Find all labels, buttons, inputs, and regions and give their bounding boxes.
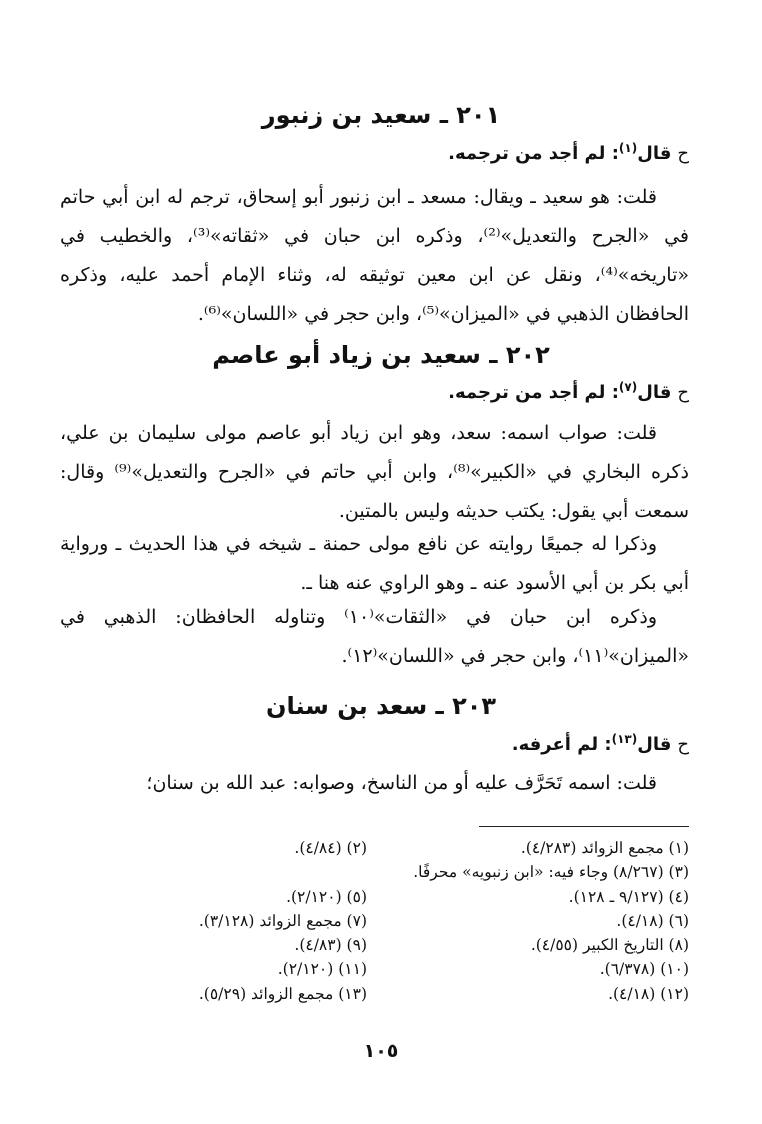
footnote-ref[interactable]: (٧) — [618, 380, 638, 394]
footnote-item: (٥) (٢/١٢٠). — [286, 887, 367, 906]
entry-heading-202: ٢٠٢ ـ سعيد بن زياد أبو عاصم — [212, 341, 550, 369]
footnote-item-empty — [37, 860, 367, 884]
footnote-item: (١٢) (٤/١٨). — [608, 984, 689, 1003]
bullet-icon: ح — [677, 382, 689, 403]
entry-heading-203: ٢٠٣ ـ سعد بن سنان — [265, 692, 497, 720]
footnote-item: (١٣) مجمع الزوائد (٥/٢٩). — [198, 984, 367, 1003]
footnote-ref[interactable]: (١٣) — [611, 732, 638, 746]
footnote-ref[interactable]: (١) — [618, 141, 638, 155]
qaal-line-201 — [60, 142, 689, 166]
entry-paragraph: قلت: اسمه تَحَرَّف عليه أو من الناسخ، وصوابه: عبد الله بن سنان؛ — [146, 772, 657, 794]
footnote-item: (١١) (٢/١٢٠). — [277, 960, 367, 979]
footnote-item: (٧) مجمع الزوائد (٣/١٢٨). — [198, 911, 367, 930]
entry-paragraph: وذكرا له جميعًا روايته عن نافع مولى حمنة ـ شيخه في هذا الحديث ـ ورواية أبي بكر بن أبي الأسود عنه ـ وهو الراوي عنه هنا ـ. — [60, 533, 689, 594]
bullet-icon: ح — [677, 734, 689, 755]
footnote-item: (٢) (٤/٨٤). — [294, 839, 367, 857]
qaal-label: قال — [637, 143, 672, 164]
footnote-separator — [479, 826, 689, 827]
page-number: ١٠٥ — [363, 1040, 399, 1062]
footnote-item: (٤) (٩/١٢٧ ـ ١٢٨). — [568, 887, 689, 906]
footnote-item: (٦) (٤/١٨). — [616, 911, 689, 930]
qaal-text: : لم أجد من ترجمه. — [448, 382, 619, 403]
entry-paragraph: وذكره ابن حبان في «الثقات»⁽١٠⁾ وتناوله الحافظان: الذهبي في «الميزان»⁽١١⁾، وابن حجر في «اللسان»⁽١٢⁾. — [60, 606, 689, 667]
qaal-label: قال — [637, 382, 672, 403]
bullet-icon: ح — [677, 143, 689, 164]
entry-heading-201: ٢٠١ ـ سعيد بن زنبور — [261, 101, 501, 129]
footnote-item: (٨) التاريخ الكبير (٤/٥٥). — [530, 936, 689, 955]
footnote-item: (٣) (٨/٢٦٧) وجاء فيه: «ابن زنبويه» محرفًا. — [413, 863, 689, 882]
qaal-line-203 — [60, 733, 689, 757]
footnotes-left-column — [37, 836, 367, 1006]
qaal-text: : لم أعرفه. — [511, 734, 612, 755]
qaal-line-202 — [60, 381, 689, 405]
footnote-item: (١) مجمع الزوائد (٤/٢٨٣). — [520, 839, 689, 857]
footnote-item: (٩) (٤/٨٣). — [294, 936, 367, 955]
entry-paragraph: قلت: هو سعيد ـ ويقال: مسعد ـ ابن زنبور أبو إسحاق، ترجم له ابن أبي حاتم في «الجرح والتعديل»⁽²⁾، وذكره ابن حبان في «ثقاته»⁽³⁾، والخطيب في «تاريخه»⁽⁴⁾، ونقل عن ابن معين توثيقه له، وثناء الإمام أحمد عليه، وذكره الحافظان الذهبي في «الميزان»⁽⁵⁾، وابن حجر في «اللسان»⁽⁶⁾. — [60, 186, 689, 325]
entry-paragraph: قلت: صواب اسمه: سعد، وهو ابن زياد أبو عاصم مولى سليمان بن علي، ذكره البخاري في «الكبير»⁽⁸⁾، وابن أبي حاتم في «الجرح والتعديل»⁽⁹⁾ وقال: سمعت أبي يقول: يكتب حديثه وليس بالمتين. — [60, 422, 690, 522]
footnotes-right-column — [359, 836, 689, 1006]
footnote-item: (١٠) (٦/٣٧٨). — [599, 960, 689, 979]
qaal-text: : لم أجد من ترجمه. — [448, 143, 619, 164]
qaal-label: قال — [637, 734, 672, 755]
